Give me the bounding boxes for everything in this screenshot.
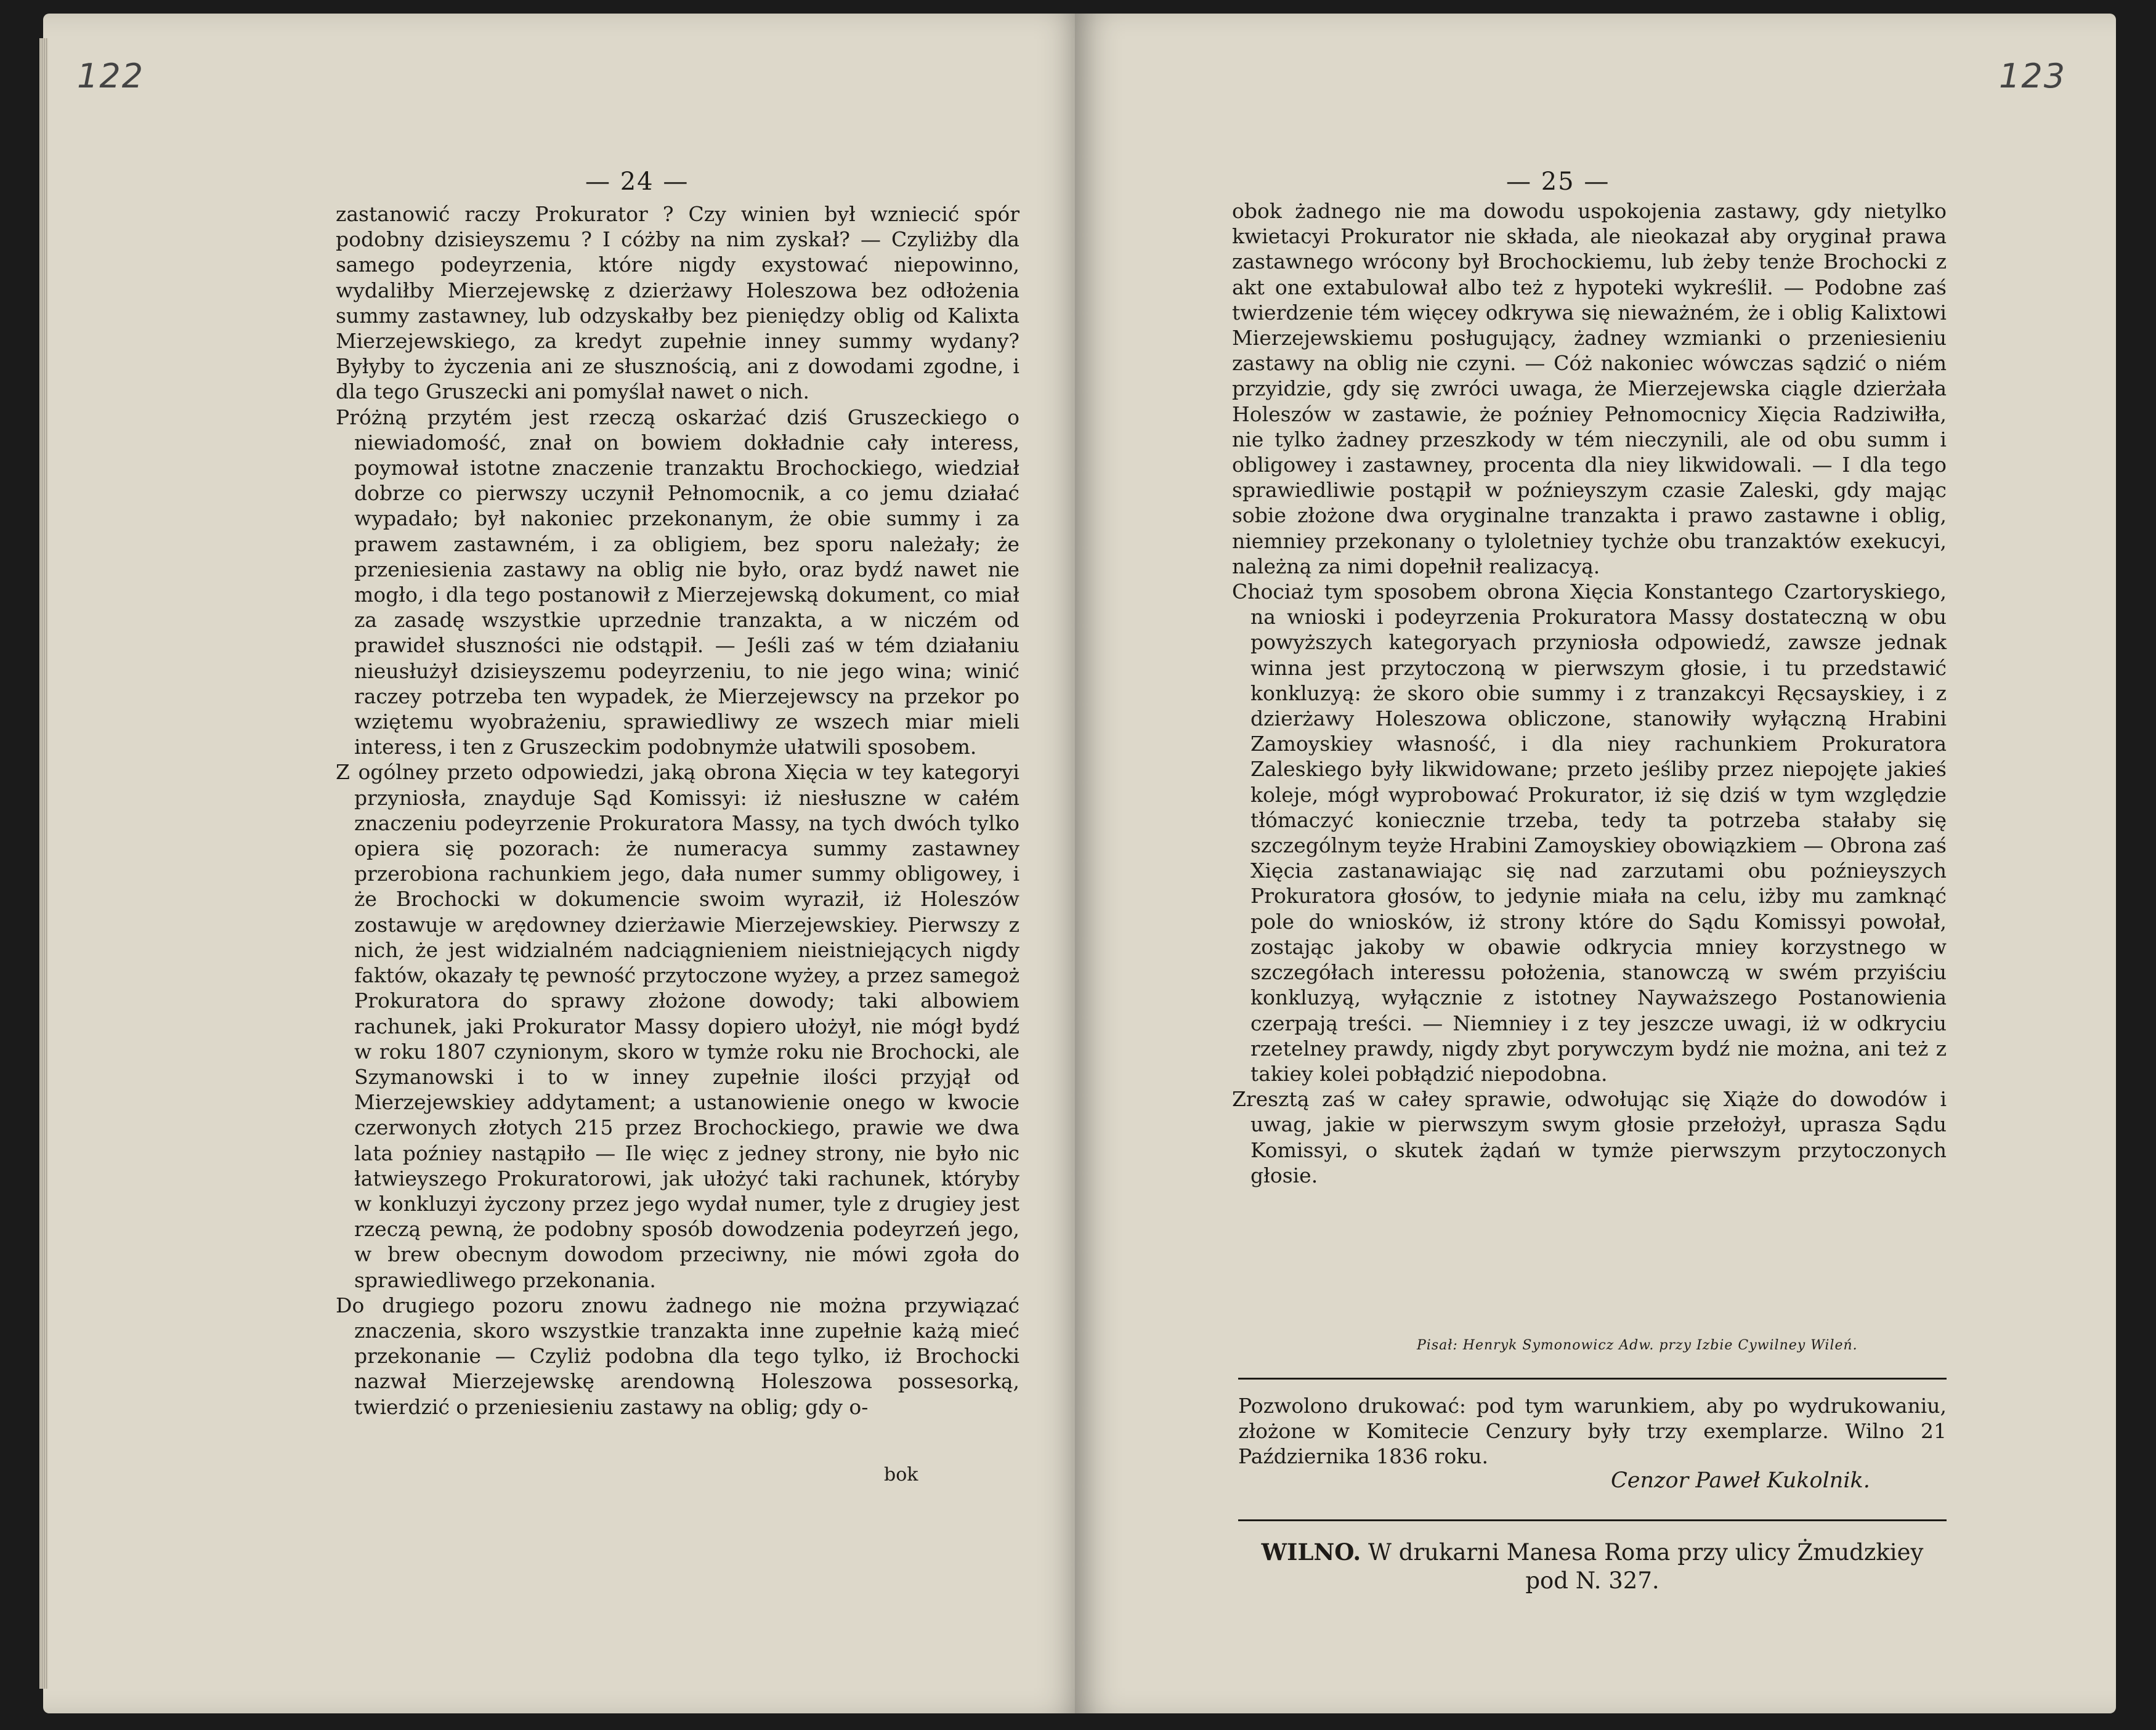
imprint-line-2: pod N. 327. <box>1525 1567 1660 1594</box>
left-paragraph-2: Próżną przytém jest rzeczą oskarżać dziś Gruszeckiego o niewiadomość, znał on bowiem dokładnie cały interess, poymował istotne znaczenie tranzaktu Brochockiego, wiedział dobrze co pierwszy uczynił Pełnomocnik, a co jemu działać wypadało; był nakoniec przekonanym, że obie summy i za prawem zastawném, i za obligiem, bez sporu należały; że przeniesienia zastawy na oblig nie było, oraz bydź nawet nie mogło, i dla tego postanowił z Mierzejewską dokument, co miał za zasadę wszystkie uprzednie tranzakta, a w niczém od prawideł słuszności nie odstąpił. — Jeśli zaś w tém działaniu nieusłużył dzisieyszemu podeyrzeniu, to nie jego wina; winić raczey potrzeba ten wypadek, że Mierzejewscy na przekor po wziętemu wyobrażeniu, sprawiedliwy ze wszech miar mieli interess, i ten z Gruszeckim podobnymże ułatwili sposobem. <box>336 405 1019 759</box>
left-paragraph-3: Z ogólney przeto odpowiedzi, jaką obrona Xięcia w tey kategoryi przyniosła, znayduje Sąd Komissyi: iż niesłuszne w całém znaczeniu podeyrzenie Prokuratora Massy, na tych dwóch tylko opiera się pozorach: że numeracya summy zastawney przerobiona rachunkiem jego, dała numer summy obligowey, i że Brochocki w dokumencie swoim wyraził, iż Holeszów zostawuje w arędowney dzierżawie Mierzejewskiey. Pierwszy z nich, że jest widzialném nadciągnieniem nieistniejących nigdy faktów, okazały tę pewność przytoczone wyżey, a przez samegoż Prokuratora do sprawy złożone dowody; taki albowiem rachunek, jaki Prokurator Massy dopiero ułożył, nie mógł bydź w roku 1807 czynionym, skoro w tymże roku nie Brochocki, ale Szymanowski i to w inney zupełnie ilości przyjął od Mierzejewskiey addytament; a ustanowienie onego w kwocie czerwonych złotych 215 przez Brochockiego, prawie we dwa lata poźniey nastąpiło — Ile więc z jedney strony, nie było nic łatwieyszego Prokuratorowi, jak ułożyć taki rachunek, któryby w konkluzyi życzony przez jego wydał numer, tyle z drugiey jest rzeczą pewną, że podobny sposób dowodzenia podeyrzeń jego, w brew obecnym dowodom przeciwny, nie mówi zgoła do sprawiedliwego przekonania. <box>336 760 1019 1292</box>
imprint-line-1 <box>1238 1538 1947 1567</box>
right-text-column <box>1232 198 1947 1188</box>
imprint-city: WILNO. <box>1261 1538 1361 1566</box>
page-number-left: — 24 — <box>585 168 689 196</box>
page-number-right: — 25 — <box>1506 168 1610 196</box>
right-paragraph-3: Zresztą zaś w całey sprawie, odwołując się Xiąże do dowodów i uwag, jakie w pierwszym swym głosie przełożył, uprasza Sądu Komissyi, o skutek żądań w tymże pierwszym przytoczonych głosie. <box>1232 1087 1947 1187</box>
printer-imprint <box>1238 1538 1947 1595</box>
separator-rule <box>1238 1378 1947 1380</box>
imprint-printer: W drukarni Manesa Roma przy ulicy Żmudzkiey <box>1368 1539 1924 1566</box>
left-paragraph-4: Do drugiego pozoru znowu żadnego nie można przywiązać znaczenia, skoro wszystkie tranzakta inne zupełnie każą mieć przekonanie — Czyliż podobna dla tego tylko, iż Brochocki nazwał Mierzejewskę arendowną Holeszowa possesorką, twierdzić o przeniesieniu zastawy na oblig; gdy o- <box>336 1293 1019 1419</box>
left-paragraph-1: zastanowić raczy Prokurator ? Czy winien był wzniecić spór podobny dzisieyszemu ? I cóżby na nim zyskał? — Czyliżby dla samego podeyrzenia, które nigdy exystować niepowinno, wydaliłby Mierzejewskę z dzierżawy Holeszowa bez odłożenia summy zastawney, lub odzyskałby bez pieniędzy oblig od Kalixta Mierzejewskiego, za kredyt zupełnie inney summy wydany? Byłyby to życzenia ani ze słusznością, ani z dowodami zgodne, i dla tego Gruszecki ani pomyślał nawet o nich. <box>336 202 1019 404</box>
left-page <box>43 14 1084 1713</box>
archive-number-left: 122 <box>77 57 145 95</box>
left-text-column <box>336 201 1019 1420</box>
catchword: bok <box>884 1464 918 1485</box>
right-paragraph-1: obok żadnego nie ma dowodu uspokojenia zastawy, gdy nietylko kwietacyi Prokurator nie składa, ale nieokazał aby oryginał prawa zastawnego wrócony był Brochockiemu, lub żeby tenże Brochocki z akt one extabulował albo też z hypoteki wykreślił. — Podobne zaś twierdzenie tém więcey odkrywa się nieważném, że i oblig Kalixtowi Mierzejewskiemu posługujący, żadney wzmianki o przeniesieniu zastawy na oblig nie czyni. — Cóż nakoniec wówczas sądzić o niém przyidzie, gdy się zwróci uwaga, że Mierzejewska ciągle dzierżała Holeszów w zastawie, że poźniey Pełnomocnicy Xięcia Radziwiłła, nie tylko żadney przeszkody w tém nieczynili, ale od obu summ i obligowey i zastawney, procenta dla niey likwidowali. — I dla tego sprawiedliwie postąpił w poźnieyszym czasie Zaleski, gdy mając sobie złożone dwa oryginalne tranzakta i prawo zastawne i oblig, niemniey przekonany o tyloletniey tychże obu tranzaktów exekucyi, należną za nimi dopełnił realizacyą. <box>1232 199 1947 578</box>
separator-rule-2 <box>1238 1519 1947 1521</box>
right-page <box>1075 14 2116 1713</box>
author-signature: Pisał: Henryk Symonowicz Adw. przy Izbie Cywilney Wileń. <box>1417 1338 1858 1353</box>
right-paragraph-2: Chociaż tym sposobem obrona Xięcia Konstantego Czartoryskiego, na wnioski i podeyrzenia Prokuratora Massy dostateczną w obu powyższych kategoryach przyniosła odpowiedź, zawsze jednak winna jest przytoczoną w pierwszym głosie, i tu przedstawić konkluzyą: że skoro obie summy i z tranzakcyi Ręcsayskiey, i z dzierżawy Holeszowa obliczone, stanowiły wyłączną Hrabini Zamoyskiey własność, i dla niey rachunkiem Prokuratora Zaleskiego były likwidowane; przeto jeśliby przez niepojęte jakieś koleje, mógł wyprobować Prokurator, iż się dziś w tym względzie tłómaczyć koniecznie trzeba, tedy ta potrzeba stałaby się szczególnym teyże Hrabini Zamoyskiey obowiązkiem — Obrona zaś Xięcia zastanawiając się nad zarzutami obu poźnieyszych Prokuratora głosów, to jedynie miała na celu, iżby mu zamknąć pole do wniosków, iż strony które do Sądu Komissyi powołał, zostając jakoby w obawie odkrycia mniey korzystnego w szczegółach interessu położenia, stanowczą w swém przyiściu konkluzyą, wyłącznie z istotney Nayważszego Postanowienia czerpają treści. — Niemniey i z tey jeszcze uwagi, iż w odkryciu rzetelney prawdy, nigdy zbyt porywczym bydź nie można, ani też z takiey kolei pobłądzić niepodobna. <box>1232 580 1947 1086</box>
archive-number-right: 123 <box>1999 57 2067 95</box>
censor-approval: Pozwolono drukować: pod tym warunkiem, aby po wydrukowaniu, złożone w Komitecie Cenzury były trzy exemplarze. Wilno 21 Października 1836 roku. <box>1238 1394 1947 1468</box>
censor-name: Cenzor Paweł Kukolnik. <box>1611 1468 1870 1493</box>
